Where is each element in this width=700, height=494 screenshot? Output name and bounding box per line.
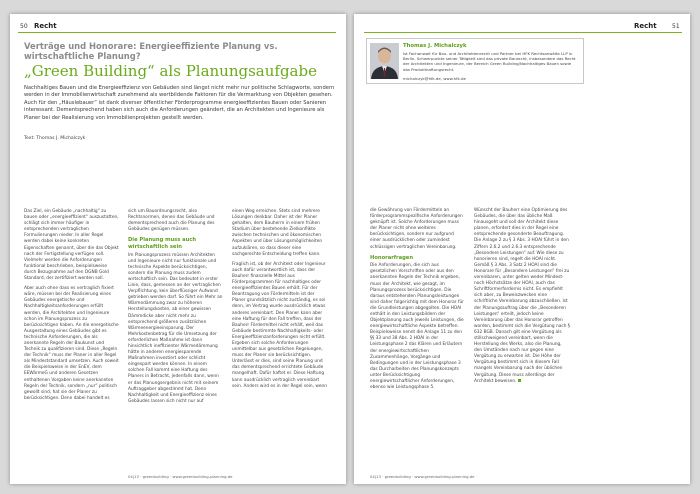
paragraph: Fraglich ist, ob der Architekt oder Ingenieur auch dafür verantwortlich ist, dass der Bauherr finanzielle Mittel aus Förderprogrammen für nachhaltiges oder energieeffizientes Bauen erhält. Für der Beantragung von Fördermitteln ist der Planer grundsätzlich nicht zuständig, es sei denn, im Vertrag wurde ausdrücklich etwas anderes vereinbart. Den Planer kann aber eine Haftung für den Fall treffen, dass der Bauherr Fördermittel nicht erhält, weil das Gebäude bestimmte Nachhaltigkeits- oder Energieeffizienzanforderungen nicht erfüllt. Ergeben sich solche Anforderungen unmittelbar aus gesetzlichen Regelungen, muss der Planer sie berücksichtigen. Unterlässt er dies, sind seine Planung und das dementsprechend errichtete Gebäude mangelhaft. Dafür haftet er. Diese Haftung kann ausdrücklich vertraglich vereinbart sein. Anders wird es in der Regel sein, wenn	[232, 261, 327, 389]
author-bio: ist Fachanwalt für Bau- und Architektenrecht und Partner bei HFK Rechtsanwälte LLP in Berlin. Schwerpunkte seiner Tätigkeit sind das private Baurecht, insbesondere das Recht der Architekten und Ingenieure, der Bereich Green Building/Nachhaltiges Bauen sowie das Produkthaftungsrecht.	[403, 51, 576, 72]
article-lead: Nachhaltiges Bauen und die Energieeffizienz von Gebäuden sind längst nicht mehr nur politische Schlagworte, sondern werden in der Immobilienwirtschaft zunehmend als wertbildende Faktoren für die Vermarktung von Objekten gesehen. Auch für den „Häuslebauer“ ist dank diverser öffentlicher Förderprogramme energieeffizientes Bauen oder Sanieren interessant. Dementsprechend haben sich auch die Anforderungen geändert, die an Architekten und Ingenieure als Planer bei der Realisierung von Immobilienprojekten gestellt werden.	[24, 85, 335, 121]
section-label-right: Recht	[634, 22, 657, 30]
footer-right: 04|13 · greenbuilding · www.greenbuilding-planning.de	[370, 474, 475, 479]
right-page	[354, 14, 690, 484]
author-name: Thomas J. Michalczyk	[403, 43, 467, 49]
paragraph: Die Anforderungen, die sich aus gesetzlichen Vorschriften oder aus den anerkannten Regeln der Technik ergeben, muss der Architekt, wie gesagt, im Planungsprozess berücksichtigen. Die daraus entstehenden Planungsleistungen sind daher folgerichtig mit dem Honorar für die Grundleistungen abgegolten. Die HOAI enthält in den Leistungsbildern der Objektplanung auch jeweils Leistungen, die energiewirtschaftliche Aspekte betreffen. Beispielsweise nennt die Anlage 11 zu den §§ 33 und 38 Abs. 2 HOAI in der Leistungsphase 2 das Klären und Erläutern der energiewirtschaftlichen Zusammenhänge, Vorgänge und Bedingungen und in der Leistungsphase 3 das Durcharbeiten des Planungskonzepts unter Berücksichtigung energiewirtschaftlicher Anforderungen, ebenso wie Leistungsphase 5.	[370, 263, 464, 391]
header-rule-right	[364, 32, 682, 33]
text-column-4	[370, 208, 466, 395]
section-label-left: Recht	[34, 22, 57, 30]
page-number-left: 50	[20, 23, 28, 30]
article-title: „Green Building“ als Planungsaufgabe	[24, 62, 317, 80]
text-column-3	[232, 209, 328, 394]
paragraph-text: Wünscht der Bauherr eine Optimierung des Gebäudes, die über das übliche Maß hinausgeht und soll der Architekt diese planen, erfordert dies in der Regel eine entsprechende gesonderte Beauftragung. Die Anlage 2 zu § 3 Abs. 3 HOAI führt in den Ziffern 2.6.2 und 2.6.3 entsprechende „Besondere Leistungen“ auf. Wie diese zu honorieren sind, regelt die HOAI nicht. Gemäß § 3 Abs. 3 Satz 2 HOAI sind die Honorare für „Besondere Leistungen“ frei zu vereinbaren, unter gelten weder Mindest- noch Höchstsätze der HOAI, auch das Schriftformerfordernis nicht. Es empfiehlt sich aber, zu Beweiszwecken eine schriftliche Vereinbarung abzuschließen. Ist der Planungsauftrag über die „Besonderen Leistungen“ erteilt, jedoch keine Vereinbarung über das Honorar getroffen worden, bestimmt sich die Vergütung nach § 632 BGB. Danach gilt eine Vergütung als stillschweigend vereinbart, wenn die Herstellung des Werks, also die Planung, den Umständen nach nur gegen eine Vergütung zu erwarten ist. Die Höhe der Vergütung bestimmt sich in diesem Fall mangels Vereinbarung nach der üblichen Vergütung. Diese muss allerdings der Architekt beweisen.	[474, 208, 570, 384]
text-column-1	[24, 209, 120, 406]
author-box	[366, 38, 584, 84]
paragraph	[474, 208, 570, 385]
paragraph: einen Weg erreichen. Stets sind mehrere Lösungen denkbar. Daher ist der Planer gehalten, dem Bauherrn in einem frühen Stadium über bestehende Zielkonflikte zwischen technischen und ökonomischen Aspekten und über Lösungsmöglichkeiten aufzuklären, so dass dieser eine sachgerechte Entscheidung treffen kann.	[232, 209, 323, 257]
portrait-graphic	[370, 43, 399, 79]
paragraph: die Gewährung von Fördermitteln an förderprogrammspezifische Anforderungen geknüpft ist. Solche Anforderungen muss der Planer nicht ohne weiteres berücksichtigen, sondern nur aufgrund einer ausdrücklichen oder zumindest schlüssigen vertraglichen Vereinbarung.	[370, 208, 463, 250]
person-portrait-icon	[370, 43, 399, 79]
header-rule-left	[18, 32, 336, 33]
subheading: Die Planung muss auch wirtschaftlich sein	[128, 237, 197, 250]
article-subtitle: Verträge und Honorare: Energieeffiziente Planung vs. wirtschaftliche Planung?	[24, 41, 278, 61]
page-number-right: 51	[672, 23, 680, 30]
footer-left: 04|13 · greenbuilding · www.greenbuilding-planning.de	[128, 474, 233, 479]
subheading: Honorarfragen	[370, 254, 414, 261]
square-end-mark-icon	[518, 379, 521, 382]
text-column-5	[474, 208, 570, 389]
author-contact: michalczyk@hfk.de, www.hfk.de	[403, 76, 466, 81]
text-column-2	[128, 209, 224, 409]
paragraph: Im Planungsprozess müssen Architekten und Ingenieure nicht nur funktionale und technische Aspekte berücksichtigen, sondern die Planung muss zudem wirtschaftlich sein. Das bedeutet in erster Linie, dass, gemessen an der vertraglichen Verpflichtung, kein überflüssiger Aufwand getrieben werden darf. So führt ein Mehr an Wärmedämmung zwar zu höheren Herstellungskosten, ab einer gewissen Dämmdicke aber nicht mehr zu entsprechend größeren zusätzlichen Wärmeenergieeinsparung. Der Mehrkostenbetrag für die Umsetzung der erforderlichen Maßnahme ist dann hinsichtlich ineffizienter Wärmedämmung hätte in anderen energiesparende Maßnahmen investiert oder schlicht eingespart werden können. In einem solchen Fall kommt eine Haftung des Planers in Betracht, jedenfalls dann, wenn er das Planungsergebnis nicht mit seinem Auftraggeber abgestimmt hat. Denn Nachhaltigkeit und Energieeffizienz eines Gebäudes lassen sich nicht nur auf	[128, 252, 223, 404]
left-page	[10, 14, 346, 484]
article-byline: Text: Thomas J. Michalczyk	[24, 136, 86, 141]
paragraph: Das Ziel, ein Gebäude „nachhaltig“ zu bauen oder „energieeffizient“ auszustatten, schlägt sich immer häufiger in entsprechenden vertraglichen Formulierungen nieder. In aller Regel werden dabei keine konkreten Eigenschaften genannt, über die das Objekt nach der Fertigstellung verfügen soll. Vielmehr werden die Anforderungen funktional beschrieben, beispielsweise durch Bezugnahme auf den DGNB Gold Standard, der zertifiziert werden soll.	[24, 209, 119, 282]
paragraph: Aber auch ohne dass es vertraglich fixiert wäre, müssen bei der Realisierung eines Gebäudes energetische und Nachhaltigkeitsanforderungen erfüllt werden, die Architekten und Ingenieure schon im Planungsprozess zu berücksichtigen haben. An die energetische Ausgestaltung eines Gebäudes gibt es technische Anforderungen, die als anerkannte Regeln der Baukunst und Technik zu qualifizieren sind. Diese „Regeln der Technik“ muss der Planer in aller Regel als Mindeststandard umsetzen. Auch soweit die Beispielsweise in der EnEV, dem EEWärmeG und anderen Gesetzen enthaltenen Vorgaben keine anerkannten Regeln der Technik, sondern „nur“ politisch gewollt sind, hat sie der Planer zu berücksichtigen. Denn dabei handelt es	[24, 286, 119, 401]
paragraph: sich um Bauordnungsrecht, also Rechtsnormen, denen das Gebäude und dementsprechend auch die Planung des Gebäudes genügen müssen.	[128, 209, 215, 233]
